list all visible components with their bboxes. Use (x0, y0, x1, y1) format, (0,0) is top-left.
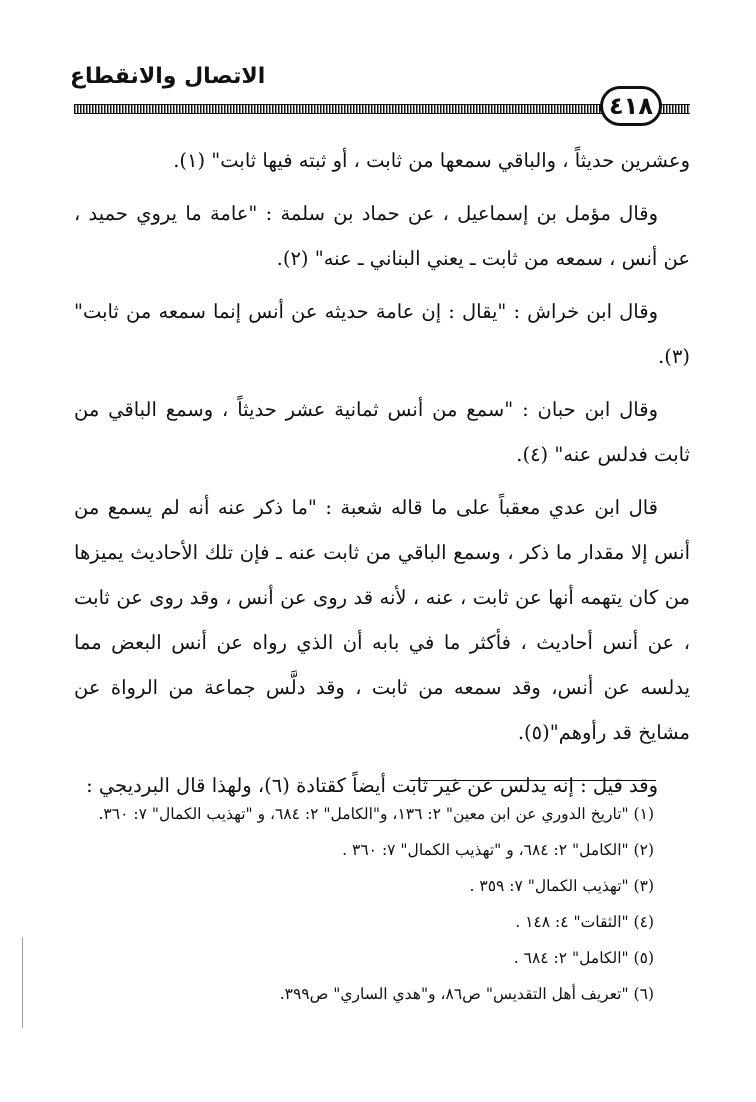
footnote: (١) "تاريخ الدوري عن ابن معين" ٢: ١٣٦، و"الكامل" ٢: ٦٨٤، و "تهذيب الكمال" ٧: ٣٦٠. (98, 805, 654, 823)
paragraph: وقال ابن حبان : "سمع من أنس ثمانية عشر حديثاً ، وسمع الباقي من ثابت فدلس عنه" (٤). (74, 398, 690, 466)
footnote: (٥) "الكامل" ٢: ٦٨٤ . (513, 949, 654, 967)
footnotes (74, 796, 654, 1012)
header-rule-tail (660, 104, 690, 114)
paragraph: وقد قيل : إنه يدلس عن غير ثابت أيضاً كقتادة (٦)، ولهذا قال البرديجي : (86, 774, 658, 797)
page-number: ٤١٨ (600, 86, 662, 126)
paragraph: وقال مؤمل بن إسماعيل ، عن حماد بن سلمة : "عامة ما يروي حميد ، عن أنس ، سمعه من ثابت ـ يعني البناني ـ عنه" (٢). (74, 202, 690, 270)
footnote: (٢) "الكامل" ٢: ٦٨٤، و "تهذيب الكمال" ٧: ٣٦٠ . (342, 841, 654, 859)
scan-margin-line (22, 938, 23, 1028)
footnote: (٤) "الثقات" ٤: ١٤٨ . (515, 913, 654, 931)
footnote-separator (410, 780, 656, 781)
paragraph: وقال ابن خراش : "يقال : إن عامة حديثه عن أنس إنما سمعه من ثابت"(٣). (74, 300, 690, 368)
paragraph: قال ابن عدي معقباً على ما قاله شعبة : "ما ذكر عنه أنه لم يسمع من أنس إلا مقدار ما ذكر ، وسمع الباقي من ثابت عنه ـ فإن تلك الأحاديث يميزها من كان يتهمه أنها عن ثابت ، عنه ، لأنه قد روى عن أنس ، وقد روى عن ثابت ، عن أنس أحاديث ، فأكثر ما في بابه أن الذي رواه عن أنس البعض مما يدلسه عن أنس، وقد سمعه من ثابت ، وقد دلَّس جماعة من الرواة عن مشايخ قد رأوهم"(٥). (74, 496, 690, 744)
header-rule (74, 104, 604, 114)
footnote: (٣) "تهذيب الكمال" ٧: ٣٥٩ . (469, 877, 654, 895)
paragraph: وعشرين حديثاً ، والباقي سمعها من ثابت ، أو ثبته فيها ثابت" (١). (173, 149, 690, 172)
footnote: (٦) "تعريف أهل التقديس" ص٨٦، و"هدي الساري" ص٣٩٩. (279, 985, 654, 1003)
running-header-title: الاتصال والانقطاع (70, 64, 266, 89)
body-text (74, 138, 690, 816)
